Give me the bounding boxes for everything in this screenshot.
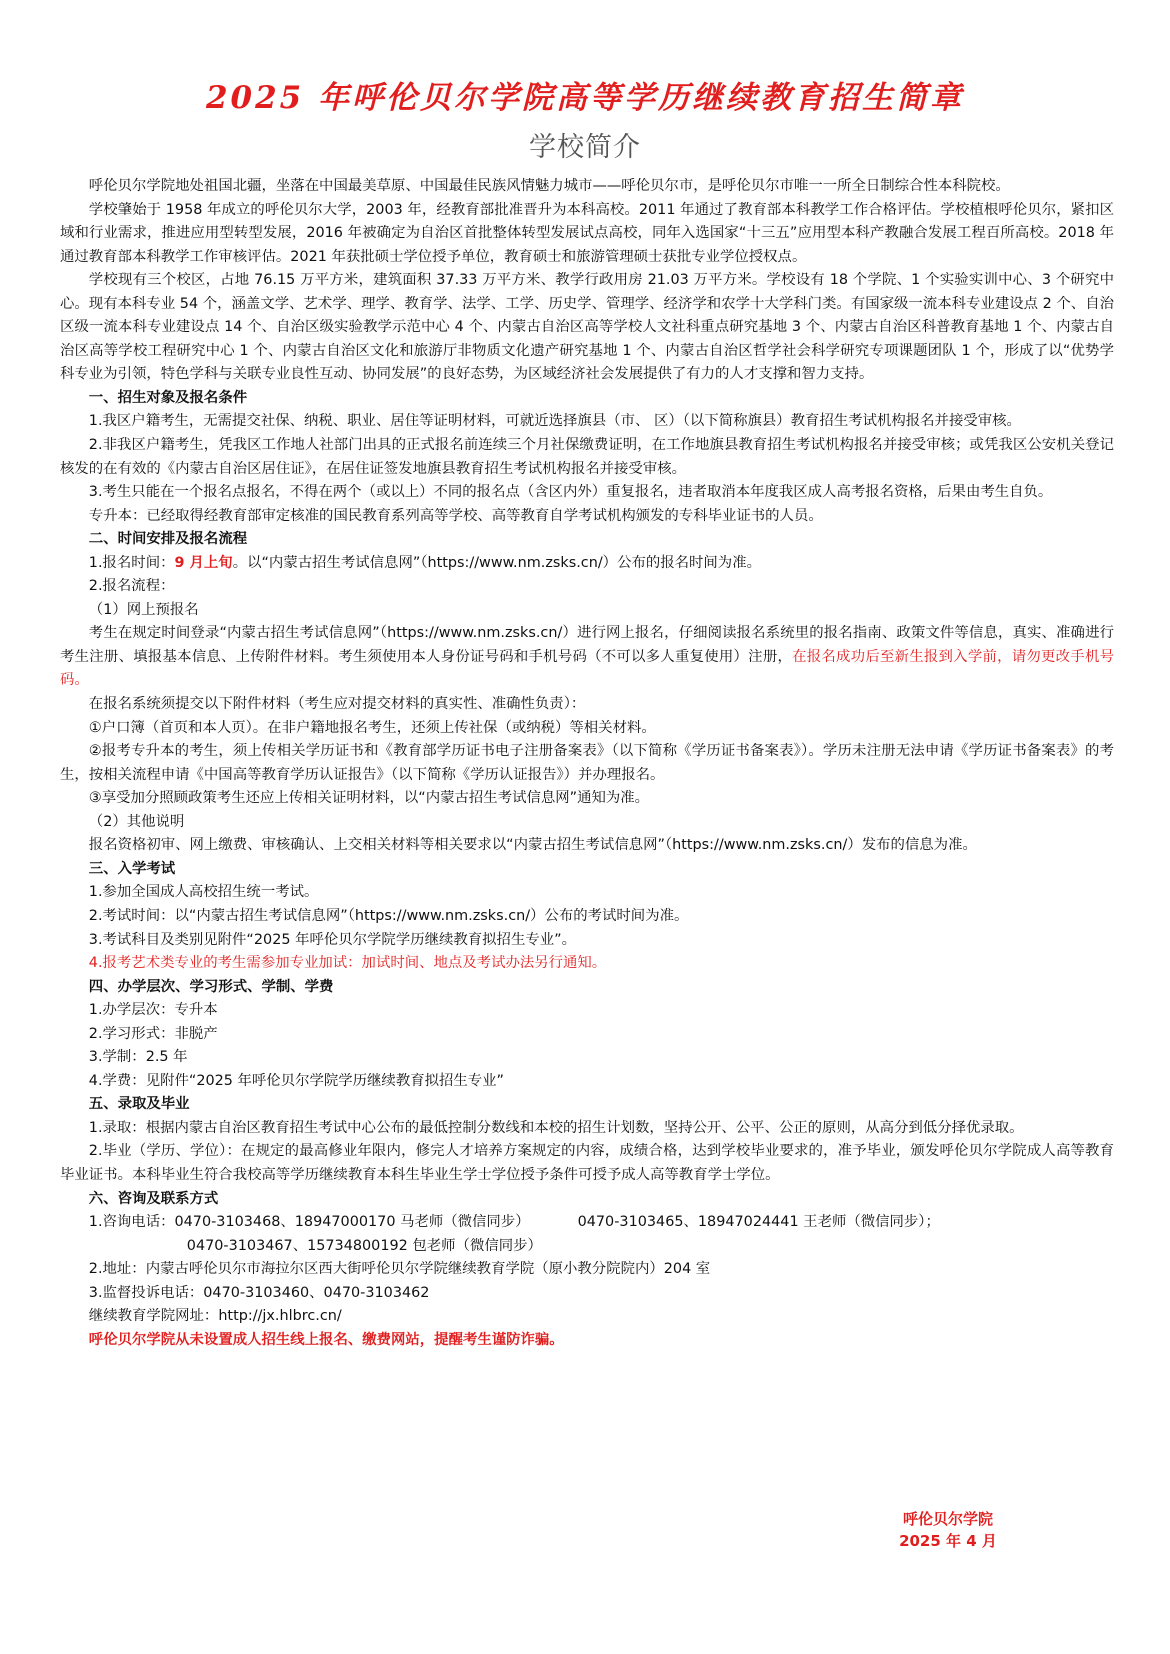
paragraph: 1.录取：根据内蒙古自治区教育招生考试中心公布的最低控制分数线和本校的招生计划数，坚持公开、公平、公正的原则，从高分到低分择优录取。 <box>88 1119 1024 1136</box>
paragraph: 在报名系统须提交以下附件材料（考生应对提交材料的真实性、准确性负责）： <box>88 696 586 713</box>
warning-text: 在报名成功后至新生报到入学前，请勿更改手机号码。 <box>60 648 1114 689</box>
contact-phones <box>60 1211 1114 1235</box>
phone-wang: 0470-3103465、18947024441 王老师（微信同步）； <box>577 1214 940 1231</box>
paragraph: 2.报名流程： <box>88 578 175 595</box>
label-text: 1.报名时间： <box>88 554 175 571</box>
paragraph: 3.考试科目及类别见附件“2025 年呼伦贝尔学院学历继续教育拟招生专业”。 <box>88 931 576 948</box>
phone-ma: 1.咨询电话：0470-3103468、18947000170 马老师（微信同步） <box>88 1214 530 1231</box>
section-heading-3: 三、入学考试 <box>88 860 176 877</box>
paragraph: （1）网上预报名 <box>88 601 199 618</box>
paragraph: 2.非我区户籍考生，凭我区工作地人社部门出具的正式报名前连续三个月社保缴费证明，在工作地旗县教育招生考试机构报名并接受审核；或凭我区公安机关登记核发的在有效的《内蒙古自治区居住证》，在居住证签发地旗县教育招生考试机构报名并接受审核。 <box>60 437 1114 477</box>
paragraph: 2.考试时间：以“内蒙古招生考试信息网”（https://www.nm.zsks.cn/）公布的考试时间为准。 <box>88 907 689 924</box>
paragraph <box>60 552 1114 576</box>
phone-bao: 0470-3103467、15734800192 包老师（微信同步） <box>186 1237 542 1254</box>
section-heading-6: 六、咨询及联系方式 <box>88 1190 219 1207</box>
paragraph: ②报考专升本的考生，须上传相关学历证书和《教育部学历证书电子注册备案表》（以下简称《学历证书备案表》）。学历未注册无法申请《学历证书备案表》的考生，按相关流程申请《中国高等教育学历认证报告》（以下简称《学历认证报告》）并办理报名。 <box>60 743 1114 783</box>
fraud-warning: 呼伦贝尔学院从未设置成人招生线上报名、缴费网站，提醒考生谨防诈骗。 <box>88 1331 564 1348</box>
warning-paragraph: 4.报考艺术类专业的考生需参加专业加试：加试时间、地点及考试办法另行通知。 <box>88 955 607 972</box>
paragraph: ③享受加分照顾政策考生还应上传相关证明材料，以“内蒙古招生考试信息网”通知为准。 <box>88 790 650 807</box>
website: 继续教育学院网址：http://jx.hlbrc.cn/ <box>88 1308 342 1325</box>
document-title: 2025 年呼伦贝尔学院高等学历继续教育招生简章 <box>205 80 965 116</box>
signature-block <box>878 1508 1018 1552</box>
paragraph: 1.参加全国成人高校招生统一考试。 <box>88 884 319 901</box>
paragraph: 专升本：已经取得经教育部审定核准的国民教育系列高等学校、高等教育自学考试机构颁发的专科毕业证书的人员。 <box>88 507 823 524</box>
paragraph: 1.办学层次：专升本 <box>88 1002 218 1019</box>
paragraph: 2.学习形式：非脱产 <box>88 1025 218 1042</box>
paragraph: 3.考生只能在一个报名点报名，不得在两个（或以上）不同的报名点（含区内外）重复报名，违者取消本年度我区成人高考报名资格，后果由考生自负。 <box>88 484 1053 501</box>
paragraph: 4.学费：见附件“2025 年呼伦贝尔学院学历继续教育拟招生专业” <box>88 1072 505 1089</box>
complaint-phones: 3.监督投诉电话：0470-3103460、0470-3103462 <box>88 1284 430 1301</box>
intro-paragraph: 学校现有三个校区，占地 76.15 万平方米，建筑面积 37.33 万平方米、教学行政用房 21.03 万平方米。学校设有 18 个学院、1 个实验实训中心、3 个研究中心。现有本科专业 54 个，涵盖文学、艺术学、理学、教育学、法学、工学、历史学、管理学、经济学和农学十大学科门类。有国家级一流本科专业建设点 2 个、自治区级一流本科专业建设点 14 个、自治区级实验教学示范中心 4 个、内蒙古自治区高等学校人文社科重点研究基地 3 个、内蒙古自治区科普教育基地 1 个、内蒙古自治区高等学校工程研究中心 1 个、内蒙古自治区文化和旅游厅非物质文化遗产研究基地 1 个、内蒙古自治区哲学社会科学研究专项课题团队 1 个，形成了以“优势学科专业为引领，特色学科与关联专业良性互动、协同发展”的良好态势，为区域经济社会发展提供了有力的人才支撑和智力支持。 <box>60 272 1114 383</box>
section-heading-1: 一、招生对象及报名条件 <box>88 389 248 406</box>
highlight-date: 9 月上旬 <box>174 554 233 571</box>
issue-date: 2025 年 4 月 <box>899 1532 997 1550</box>
section-heading-4: 四、办学层次、学习形式、学制、学费 <box>88 978 334 995</box>
section-heading-5: 五、录取及毕业 <box>88 1096 190 1113</box>
paragraph: 1.我区户籍考生，无需提交社保、纳税、职业、居住等证明材料，可就近选择旗县（市、 区）（以下简称旗县）教育招生考试机构报名并接受审核。 <box>88 413 1021 430</box>
paragraph: ①户口簿（首页和本人页）。在非户籍地报名考生，还须上传社保（或纳税）等相关材料。 <box>88 719 656 736</box>
document-body <box>60 175 1114 1352</box>
paragraph: 3.学制：2.5 年 <box>88 1049 188 1066</box>
paragraph: 报名资格初审、网上缴费、审核确认、上交相关材料等相关要求以“内蒙古招生考试信息网”（https://www.nm.zsks.cn/）发布的信息为准。 <box>88 837 977 854</box>
address: 2.地址：内蒙古呼伦贝尔市海拉尔区西大街呼伦贝尔学院继续教育学院（原小教分院院内）204 室 <box>88 1261 711 1278</box>
body-text: 考生在规定时间登录“内蒙古招生考试信息网”（https://www.nm.zsks.cn/）进行网上报名，仔细阅读报名系统里的报名指南、政策文件等信息，真实、准确进行考生注册、填报基本信息、上传附件材料。考生须使用本人身份证号码和手机号码（不可以多人重复使用）注册， <box>60 625 1114 665</box>
section-subtitle: 学校简介 <box>529 132 641 163</box>
intro-paragraph: 呼伦贝尔学院地处祖国北疆，坐落在中国最美草原、中国最佳民族风情魅力城市——呼伦贝尔市，是呼伦贝尔市唯一一所全日制综合性本科院校。 <box>88 178 1010 194</box>
intro-paragraph: 学校肇始于 1958 年成立的呼伦贝尔大学，2003 年，经教育部批准晋升为本科高校。2011 年通过了教育部本科教学工作合格评估。学校植根呼伦贝尔，紧扣区域和行业需求，推进应用型转型发展，2016 年被确定为自治区首批整体转型发展试点高校，同年入选国家“十三五”应用型本科产教融合发展工程百所高校。2018 年通过教育部本科教学工作审核评估。2021 年获批硕士学位授予单位，教育硕士和旅游管理硕士获批专业学位授权点。 <box>60 201 1114 265</box>
paragraph: 2.毕业（学历、学位）：在规定的最高修业年限内，修完人才培养方案规定的内容，成绩合格，达到学校毕业要求的，准予毕业，颁发呼伦贝尔学院成人高等教育毕业证书。本科毕业生符合我校高等学历继续教育本科生毕业生学士学位授予条件可授予成人高等教育学士学位。 <box>60 1143 1114 1183</box>
paragraph <box>60 622 1114 693</box>
body-text: 。以“内蒙古招生考试信息网”（https://www.nm.zsks.cn/）公布的报名时间为准。 <box>232 554 761 571</box>
section-heading-2: 二、时间安排及报名流程 <box>88 531 248 548</box>
issuer-name: 呼伦贝尔学院 <box>902 1510 993 1528</box>
paragraph: （2）其他说明 <box>88 813 185 830</box>
